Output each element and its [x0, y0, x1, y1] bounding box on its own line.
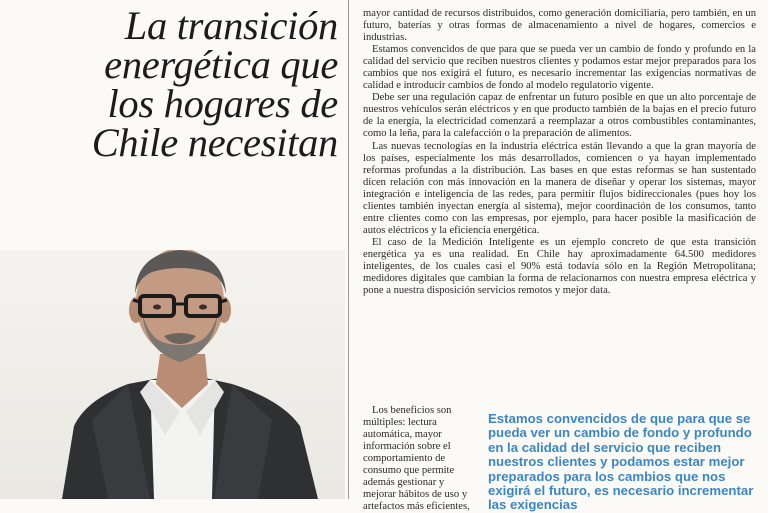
- column-divider: [348, 0, 349, 499]
- body-paragraph: Los beneficios son múltiples: lectura automática, mayor información sobre el comportamiento de consumo que permite además gestionar y mejorar hábitos de uso y artefactos más eficientes,: [363, 405, 470, 513]
- article-narrow-column: [363, 405, 478, 513]
- pull-quote: Estamos convencidos de que para que se pueda ver un cambio de fondo y profundo en la calidad del servicio que reciben nuestros clientes y podamos estar mejor preparados para los cambios que nos exigirá el futuro, es necesario incrementar las exigencias: [488, 411, 754, 513]
- article-headline: La transición energética que los hogares de Chile necesitan: [91, 3, 338, 165]
- body-paragraph: Estamos convencidos de que para que se pueda ver un cambio de fondo y profundo en la calidad del servicio que reciben nuestros clientes y podamos estar mejor preparados para los cambios que nos exigirá el futuro, es necesario incrementar las exigencias normativas de calidad e introducir cambios de fondo al modelo regulatorio vigente.: [363, 44, 756, 92]
- body-paragraph: Debe ser una regulación capaz de enfrentar un futuro posible en que un alto porcentaje de nuestros vehículos serán eléctricos y en que producto también de la bajas en el precio futuro de la energía, la electricidad comenzará a reemplazar a otros combustibles contaminantes, como la leña, para la calefacción o la preparación de alimentos.: [363, 92, 756, 140]
- body-paragraph: Las nuevas tecnologías en la industria eléctrica están llevando a que la gran mayoría de los países, especialmente los más desarrollados, comiencen o ya hayan implementado reformas profundas a la distribución. Las bases en que estas reformas se han sustentado dicen relación con más innovación en la manera de diseñar y operar los sistemas, mayor integración e inteligencia de las redes, para permitir flujos bidireccionales (pues hoy los clientes también inyectan energía al sistema), mejor coordinación de los consumos, tanto entre clientes como con las empresas, por ejemplo, para hacer posible la masificación de autos eléctricos y la eficiencia energética.: [363, 140, 756, 236]
- article-body-column: [363, 8, 756, 297]
- body-paragraph: El caso de la Medición Inteligente es un ejemplo concreto de que esta transición energética ya es una realidad. En Chile hay aproximadamente 64.500 medidores inteligentes, de los cuales casi el 90% está todavía sólo en la Región Metropolitana; medidores digitales que cambian la forma de relacionarnos con nuestra empresa eléctrica y pone a nuestra disposición servicios remotos y mejor data.: [363, 236, 756, 297]
- author-portrait-photo: [0, 250, 345, 499]
- body-paragraph: mayor cantidad de recursos distribuidos, como generación domiciliaria, pero también, en un futuro, baterías y otras formas de almacenamiento a nivel de hogares, comercios e industrias.: [363, 8, 756, 44]
